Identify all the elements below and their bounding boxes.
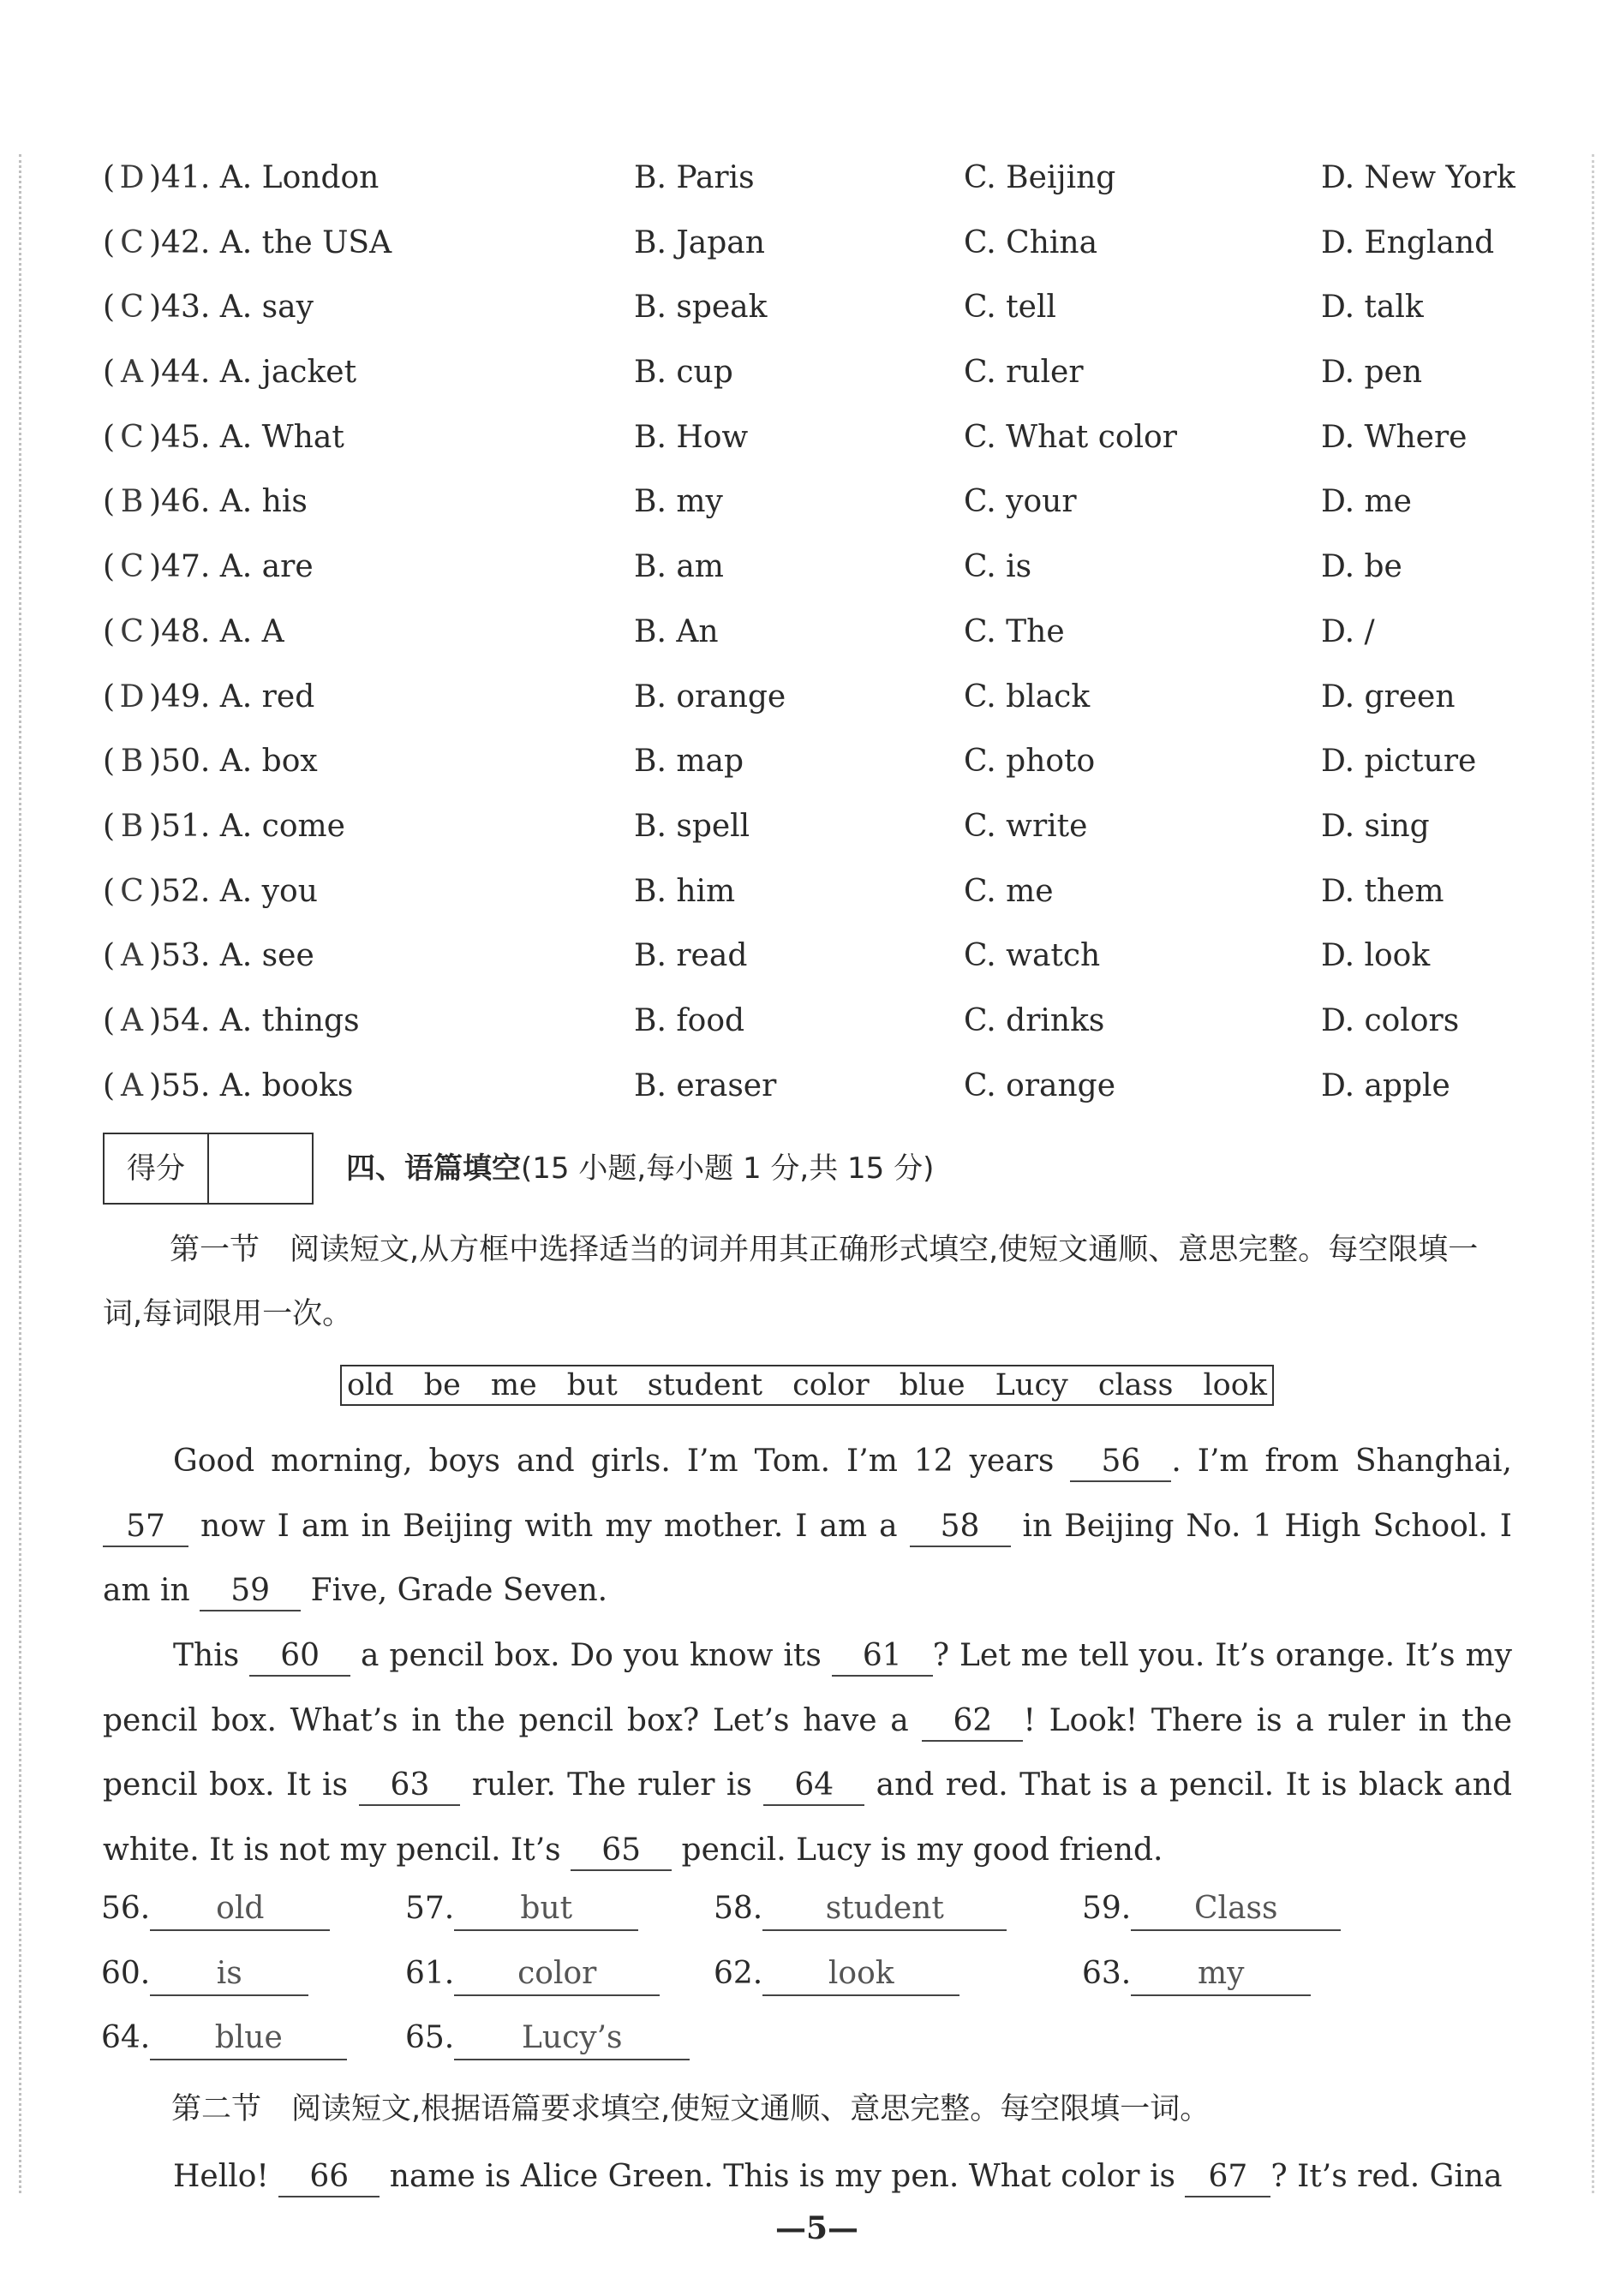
question-number: 51: [161, 808, 200, 844]
answer-value: Lucy’s: [454, 2018, 690, 2060]
option-d: D. picture: [1321, 744, 1477, 780]
option-b: B. read: [634, 938, 748, 974]
option-b: B. Japan: [634, 224, 765, 260]
answer-57: 57. but: [405, 1883, 638, 1934]
option-a: A. come: [219, 808, 345, 844]
option-a: A. say: [219, 290, 314, 326]
question-number: 48: [161, 613, 200, 649]
mc-row-48: [103, 607, 1525, 672]
mc-row-42: [103, 218, 1525, 283]
answer-value: color: [454, 1953, 660, 1996]
mc-row-43: [103, 282, 1525, 347]
option-d: D. /: [1321, 613, 1375, 649]
option-d: D. apple: [1321, 1067, 1450, 1103]
mc-row-51: [103, 801, 1525, 866]
answer-63: 63. my: [1082, 1948, 1311, 2000]
option-a: A. London: [219, 160, 380, 195]
passage-text: now I am in Beijing with my mother. I am a: [188, 1508, 910, 1544]
multiple-choice-list: [103, 152, 1525, 1125]
question-stem: ( C )43. A. say: [103, 282, 314, 333]
mc-row-45: [103, 412, 1525, 477]
option-c: C. drinks: [964, 1002, 1105, 1038]
option-c: C. your: [964, 484, 1077, 520]
blank-60: 60: [249, 1637, 350, 1677]
word-box-item: me: [490, 1368, 537, 1402]
blank-64: 64: [763, 1767, 864, 1806]
answer-59: 59. Class: [1082, 1883, 1341, 1934]
passage-text: pencil. Lucy is my good friend.: [672, 1832, 1163, 1868]
answer-letter: C: [120, 290, 144, 326]
option-d: D. pen: [1321, 355, 1423, 391]
blank-65: 65: [571, 1832, 672, 1871]
passage-text: . I’m from Shanghai,: [1171, 1444, 1512, 1479]
answer-value: but: [454, 1888, 638, 1931]
blank-59: 59: [200, 1572, 301, 1611]
answer-letter: C: [120, 549, 144, 585]
word-box: [340, 1365, 1274, 1406]
option-a: A. you: [219, 873, 318, 909]
score-box: [103, 1133, 314, 1205]
option-c: C. The: [964, 613, 1065, 649]
answer-60: 60. is: [101, 1948, 308, 2000]
option-c: C. What color: [964, 419, 1177, 455]
option-a: A. What: [219, 419, 344, 455]
question-stem: ( D )41. A. London: [103, 152, 379, 204]
mc-row-53: [103, 930, 1525, 996]
passage-text: This: [173, 1638, 250, 1673]
page-number: —5—: [775, 2210, 859, 2246]
mc-row-41: [103, 152, 1525, 218]
score-label: 得分: [105, 1134, 209, 1203]
option-a: A. his: [219, 484, 308, 520]
passage-text: Good morning, boys and girls. I’m Tom. I’m 12 years: [173, 1444, 1071, 1479]
question-stem: ( A )55. A. books: [103, 1061, 353, 1112]
question-number: 41: [161, 160, 200, 195]
option-b: B. An: [634, 613, 719, 649]
option-c: C. watch: [964, 938, 1101, 974]
passage-text: Hello!: [173, 2159, 279, 2194]
passage-text: ? It’s red. Gina: [1270, 2159, 1503, 2194]
answer-letter: C: [120, 613, 144, 649]
option-b: B. orange: [634, 679, 786, 715]
question-stem: ( B )50. A. box: [103, 736, 318, 787]
passage-text: in Beijing No. 1 High School. I am in: [103, 1508, 1512, 1608]
answer-value: my: [1131, 1953, 1311, 1996]
word-box-item: class: [1097, 1368, 1174, 1402]
question-number: 49: [161, 679, 200, 715]
answer-letter: D: [119, 160, 145, 195]
passage-text: ? Let me tell you. It’s orange. It’s my pencil box. What’s in the pencil box? Let’s have a: [103, 1638, 1512, 1738]
section-heading: [346, 1145, 934, 1187]
option-c: C. Beijing: [964, 160, 1116, 195]
question-stem: ( D )49. A. red: [103, 672, 314, 723]
answer-row: [101, 1883, 1523, 1948]
question-number: 50: [161, 744, 200, 780]
word-box-item: old: [347, 1368, 394, 1402]
option-c: C. write: [964, 808, 1088, 844]
passage-text: ruler. The ruler is: [460, 1767, 764, 1803]
binding-dotted-line-left: [19, 154, 21, 2193]
option-c: C. China: [964, 224, 1098, 260]
word-box-item: color: [792, 1368, 870, 1402]
question-stem: ( C )45. A. What: [103, 412, 344, 463]
option-b: B. map: [634, 744, 744, 780]
answer-row: [101, 2012, 1523, 2078]
mc-row-49: [103, 672, 1525, 737]
part1-instruction: 第一节 阅读短文,从方框中选择适当的词并用其正确形式填空,使短文通顺、意思完整。每空限填一词,每词限用一次。: [103, 1233, 1479, 1331]
option-d: D. be: [1321, 549, 1402, 585]
question-stem: ( C )42. A. the USA: [103, 218, 392, 269]
option-c: C. ruler: [964, 355, 1084, 391]
word-box-item: look: [1203, 1368, 1267, 1402]
option-c: C. black: [964, 679, 1091, 715]
section-note: (15 小题,每小题 1 分,共 15 分): [521, 1151, 935, 1186]
option-b: B. my: [634, 484, 723, 520]
blank-66: 66: [278, 2158, 380, 2197]
question-number: 52: [161, 873, 200, 909]
answer-value: look: [762, 1953, 959, 1996]
mc-row-54: [103, 996, 1525, 1061]
option-c: C. orange: [964, 1067, 1116, 1103]
answer-letter: D: [119, 679, 145, 715]
option-d: D. colors: [1321, 1002, 1460, 1038]
answer-64: 64. blue: [101, 2012, 347, 2064]
answer-letter: B: [120, 808, 144, 844]
blank-62: 62: [922, 1702, 1023, 1742]
answer-65: 65. Lucy’s: [405, 2012, 690, 2064]
answer-value: is: [150, 1953, 308, 1996]
option-a: A. books: [219, 1067, 354, 1103]
answer-58: 58. student: [714, 1883, 1007, 1934]
question-stem: ( A )53. A. see: [103, 930, 314, 982]
answer-letter: A: [121, 1002, 144, 1038]
option-b: B. spell: [634, 808, 750, 844]
option-d: D. New York: [1321, 160, 1515, 195]
question-number: 44: [161, 355, 200, 391]
word-box-item: Lucy: [995, 1368, 1068, 1402]
answer-61: 61. color: [405, 1948, 660, 2000]
option-d: D. green: [1321, 679, 1456, 715]
option-b: B. him: [634, 873, 736, 909]
passage-text: name is Alice Green. This is my pen. What color is: [380, 2159, 1186, 2194]
passage-text: Five, Grade Seven.: [301, 1573, 608, 1608]
passage-text: ! Look! There is a ruler in the pencil box. It is: [103, 1702, 1512, 1803]
section-title: 四、语篇填空: [346, 1151, 521, 1186]
passage-text: a pencil box. Do you know its: [350, 1638, 832, 1673]
answer-value: Class: [1131, 1888, 1341, 1931]
option-c: C. is: [964, 549, 1032, 585]
answer-letter: A: [121, 938, 144, 974]
option-b: B. am: [634, 549, 724, 585]
answer-letter: C: [120, 419, 144, 455]
question-number: 55: [161, 1067, 200, 1103]
option-c: C. tell: [964, 290, 1056, 326]
question-number: 43: [161, 290, 200, 326]
option-b: B. eraser: [634, 1067, 777, 1103]
question-number: 46: [161, 484, 200, 520]
option-b: B. How: [634, 419, 749, 455]
answer-value: old: [150, 1888, 330, 1931]
question-number: 45: [161, 419, 200, 455]
option-c: C. photo: [964, 744, 1096, 780]
option-c: C. me: [964, 873, 1054, 909]
answer-letter: A: [121, 1067, 144, 1103]
option-a: A. the USA: [219, 224, 392, 260]
question-stem: ( C )47. A. are: [103, 541, 314, 593]
answer-letter: B: [120, 484, 144, 520]
binding-dotted-line-right: [1592, 154, 1594, 2193]
option-a: A. A: [219, 613, 284, 649]
blank-58: 58: [910, 1508, 1011, 1547]
blank-56: 56: [1070, 1443, 1171, 1482]
answer-lines: [101, 1883, 1523, 2078]
blank-63: 63: [359, 1767, 460, 1806]
answer-value: student: [762, 1888, 1007, 1931]
answer-letter: B: [120, 744, 144, 780]
option-a: A. see: [219, 938, 314, 974]
answer-letter: C: [120, 873, 144, 909]
answer-56: 56. old: [101, 1883, 330, 1934]
option-a: A. jacket: [219, 355, 357, 391]
question-number: 53: [161, 938, 200, 974]
answer-row: [101, 1948, 1523, 2013]
option-a: A. are: [219, 549, 314, 585]
passage-paragraph-1: [103, 1429, 1512, 1623]
option-d: D. me: [1321, 484, 1412, 520]
option-b: B. food: [634, 1002, 745, 1038]
blank-61: 61: [832, 1637, 933, 1677]
blank-67: 67: [1185, 2158, 1270, 2197]
mc-row-50: [103, 736, 1525, 801]
mc-row-44: [103, 347, 1525, 412]
mc-row-52: [103, 866, 1525, 931]
option-d: D. Where: [1321, 419, 1468, 455]
answer-letter: A: [121, 355, 144, 391]
option-d: D. England: [1321, 224, 1495, 260]
question-number: 54: [161, 1002, 200, 1038]
question-stem: ( B )46. A. his: [103, 476, 308, 528]
question-number: 42: [161, 224, 200, 260]
option-d: D. sing: [1321, 808, 1430, 844]
mc-row-47: [103, 541, 1525, 607]
option-a: A. box: [219, 744, 318, 780]
blank-57: 57: [103, 1508, 188, 1547]
question-stem: ( C )48. A. A: [103, 607, 284, 658]
part2-instruction: 第二节 阅读短文,根据语篇要求填空,使短文通顺、意思完整。每空限填一词。: [171, 2092, 1210, 2126]
option-b: B. cup: [634, 355, 733, 391]
word-box-item: student: [647, 1368, 763, 1402]
question-stem: ( B )51. A. come: [103, 801, 345, 852]
word-box-item: but: [566, 1368, 618, 1402]
option-b: B. Paris: [634, 160, 755, 195]
mc-row-55: [103, 1061, 1525, 1126]
word-box-item: blue: [899, 1368, 965, 1402]
question-stem: ( C )52. A. you: [103, 866, 318, 918]
answer-62: 62. look: [714, 1948, 959, 2000]
option-a: A. things: [219, 1002, 360, 1038]
passage-paragraph-3: [103, 2144, 1512, 2209]
question-stem: ( A )44. A. jacket: [103, 347, 356, 398]
answer-value: blue: [150, 2018, 347, 2060]
word-box-item: be: [423, 1368, 461, 1402]
passage-paragraph-2: [103, 1623, 1512, 1882]
option-d: D. talk: [1321, 290, 1424, 326]
option-a: A. red: [219, 679, 315, 715]
question-number: 47: [161, 549, 200, 585]
mc-row-46: [103, 476, 1525, 541]
question-stem: ( A )54. A. things: [103, 996, 360, 1047]
answer-letter: C: [120, 224, 144, 260]
passage-text: and red. That is a pencil. It is black and white. It is not my pencil. It’s: [103, 1767, 1512, 1868]
option-b: B. speak: [634, 290, 768, 326]
option-d: D. them: [1321, 873, 1444, 909]
option-d: D. look: [1321, 938, 1431, 974]
